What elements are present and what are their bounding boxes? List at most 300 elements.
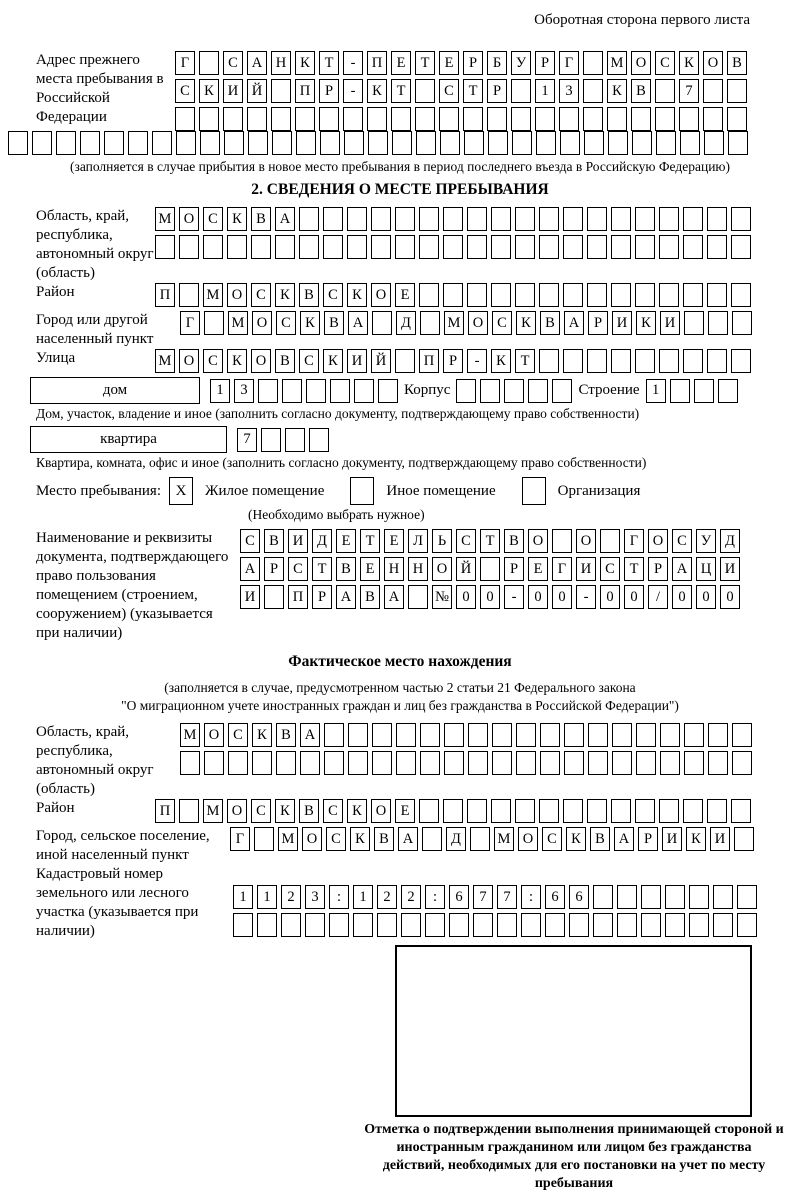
actual-region-cell[interactable]	[588, 723, 608, 747]
city-cell[interactable]: К	[516, 311, 536, 335]
city-cell[interactable]	[420, 311, 440, 335]
prev-address-cell[interactable]	[631, 107, 651, 131]
region-cell[interactable]	[587, 207, 607, 231]
document-cell[interactable]: С	[240, 529, 260, 553]
region-cell[interactable]	[155, 235, 175, 259]
house-number-cell[interactable]	[354, 379, 374, 403]
prev-address-cell[interactable]	[271, 79, 291, 103]
region-cell[interactable]	[443, 207, 463, 231]
document-cell[interactable]: Л	[408, 529, 428, 553]
prev-address-cell[interactable]	[559, 107, 579, 131]
document-cell[interactable]: 0	[480, 585, 500, 609]
document-cell[interactable]: В	[504, 529, 524, 553]
document-cell[interactable]: Н	[408, 557, 428, 581]
prev-address-cell[interactable]	[560, 131, 580, 155]
document-cell[interactable]: В	[360, 585, 380, 609]
actual-region-cell[interactable]: М	[180, 723, 200, 747]
actual-region-cell[interactable]: А	[300, 723, 320, 747]
document-cell[interactable]: С	[672, 529, 692, 553]
region-cell[interactable]	[491, 207, 511, 231]
cadastre-cell[interactable]	[473, 913, 493, 937]
document-cell[interactable]: Е	[384, 529, 404, 553]
prev-address-cell[interactable]: О	[631, 51, 651, 75]
prev-address-cell[interactable]: Г	[175, 51, 195, 75]
cadastre-cell[interactable]	[377, 913, 397, 937]
city-cell[interactable]: С	[492, 311, 512, 335]
street-cell[interactable]: О	[179, 349, 199, 373]
document-cell[interactable]: /	[648, 585, 668, 609]
street-cell[interactable]: В	[275, 349, 295, 373]
city-cell[interactable]	[708, 311, 728, 335]
actual-district-cell[interactable]	[587, 799, 607, 823]
region-cell[interactable]	[395, 235, 415, 259]
actual-region-cell[interactable]: О	[204, 723, 224, 747]
district-cell[interactable]	[179, 283, 199, 307]
prev-address-cell[interactable]	[8, 131, 28, 155]
city-cell[interactable]: О	[252, 311, 272, 335]
actual-region-cell[interactable]	[468, 723, 488, 747]
region-cell[interactable]	[539, 207, 559, 231]
document-cell[interactable]: А	[672, 557, 692, 581]
house-number-cell[interactable]: 1	[210, 379, 230, 403]
region-cell[interactable]	[227, 235, 247, 259]
cadastre-cell[interactable]: :	[329, 885, 349, 909]
cadastre-cell[interactable]	[737, 913, 757, 937]
street-cell[interactable]	[731, 349, 751, 373]
street-cell[interactable]	[683, 349, 703, 373]
cadastre-cell[interactable]	[449, 913, 469, 937]
city-cell[interactable]: С	[276, 311, 296, 335]
street-cell[interactable]	[707, 349, 727, 373]
cadastre-cell[interactable]: 2	[377, 885, 397, 909]
document-cell[interactable]	[600, 529, 620, 553]
region-cell[interactable]	[395, 207, 415, 231]
document-cell[interactable]: 0	[696, 585, 716, 609]
prev-address-cell[interactable]: Т	[391, 79, 411, 103]
actual-district-cell[interactable]	[635, 799, 655, 823]
prev-address-cell[interactable]: В	[727, 51, 747, 75]
house-number-cell[interactable]: 3	[234, 379, 254, 403]
cadastre-cell[interactable]: 7	[473, 885, 493, 909]
actual-region-cell[interactable]	[228, 751, 248, 775]
prev-address-cell[interactable]: Е	[439, 51, 459, 75]
street-cell[interactable]	[587, 349, 607, 373]
actual-city-cell[interactable]: Г	[230, 827, 250, 851]
region-cell[interactable]	[563, 207, 583, 231]
document-cell[interactable]: Д	[720, 529, 740, 553]
actual-district-cell[interactable]	[731, 799, 751, 823]
city-cell[interactable]	[204, 311, 224, 335]
actual-region-cell[interactable]	[708, 723, 728, 747]
actual-district-cell[interactable]: С	[323, 799, 343, 823]
actual-region-cell[interactable]	[348, 723, 368, 747]
actual-region-cell[interactable]	[204, 751, 224, 775]
actual-district-cell[interactable]: С	[251, 799, 271, 823]
prev-address-cell[interactable]	[272, 131, 292, 155]
prev-address-cell[interactable]	[440, 131, 460, 155]
street-cell[interactable]: П	[419, 349, 439, 373]
region-cell[interactable]	[443, 235, 463, 259]
document-cell[interactable]: Г	[624, 529, 644, 553]
house-number-cell[interactable]	[258, 379, 278, 403]
document-cell[interactable]: С	[456, 529, 476, 553]
district-cell[interactable]	[467, 283, 487, 307]
street-cell[interactable]: О	[251, 349, 271, 373]
district-cell[interactable]: С	[251, 283, 271, 307]
street-cell[interactable]: Й	[371, 349, 391, 373]
prev-address-cell[interactable]: П	[295, 79, 315, 103]
district-cell[interactable]: В	[299, 283, 319, 307]
street-cell[interactable]: К	[323, 349, 343, 373]
cadastre-cell[interactable]: 1	[257, 885, 277, 909]
prev-address-cell[interactable]	[271, 107, 291, 131]
prev-address-cell[interactable]	[368, 131, 388, 155]
document-cell[interactable]: Р	[504, 557, 524, 581]
street-cell[interactable]	[611, 349, 631, 373]
prev-address-cell[interactable]: К	[607, 79, 627, 103]
district-cell[interactable]	[491, 283, 511, 307]
actual-city-cell[interactable]: В	[374, 827, 394, 851]
prev-address-cell[interactable]: 7	[679, 79, 699, 103]
city-cell[interactable]: О	[468, 311, 488, 335]
actual-district-cell[interactable]: К	[275, 799, 295, 823]
actual-region-cell[interactable]	[516, 751, 536, 775]
prev-address-cell[interactable]	[512, 131, 532, 155]
prev-address-cell[interactable]: Р	[463, 51, 483, 75]
document-cell[interactable]: Р	[264, 557, 284, 581]
prev-address-cell[interactable]: Р	[487, 79, 507, 103]
actual-region-cell[interactable]	[492, 723, 512, 747]
cadastre-cell[interactable]: 7	[497, 885, 517, 909]
prev-address-cell[interactable]	[200, 131, 220, 155]
cadastre-cell[interactable]: 6	[545, 885, 565, 909]
region-cell[interactable]: К	[227, 207, 247, 231]
cadastre-cell[interactable]: 6	[449, 885, 469, 909]
document-cell[interactable]: -	[576, 585, 596, 609]
prev-address-cell[interactable]	[632, 131, 652, 155]
district-cell[interactable]: О	[227, 283, 247, 307]
street-cell[interactable]: Р	[443, 349, 463, 373]
actual-region-cell[interactable]	[636, 723, 656, 747]
prev-address-cell[interactable]	[439, 107, 459, 131]
city-cell[interactable]: К	[636, 311, 656, 335]
prev-address-cell[interactable]	[343, 107, 363, 131]
actual-city-cell[interactable]: А	[614, 827, 634, 851]
region-cell[interactable]	[323, 207, 343, 231]
actual-region-cell[interactable]	[684, 751, 704, 775]
city-cell[interactable]: А	[564, 311, 584, 335]
prev-address-cell[interactable]: 3	[559, 79, 579, 103]
actual-region-cell[interactable]	[252, 751, 272, 775]
actual-region-cell[interactable]	[564, 723, 584, 747]
actual-city-cell[interactable]	[470, 827, 490, 851]
other-premises-checkbox[interactable]	[350, 477, 374, 505]
city-cell[interactable]: Р	[588, 311, 608, 335]
cadastre-cell[interactable]: 6	[569, 885, 589, 909]
actual-city-cell[interactable]: Д	[446, 827, 466, 851]
region-cell[interactable]	[563, 235, 583, 259]
actual-city-cell[interactable]: А	[398, 827, 418, 851]
prev-address-cell[interactable]	[583, 79, 603, 103]
cadastre-cell[interactable]	[593, 885, 613, 909]
document-cell[interactable]: 0	[528, 585, 548, 609]
prev-address-cell[interactable]: Т	[415, 51, 435, 75]
street-cell[interactable]: С	[299, 349, 319, 373]
street-cell[interactable]: Т	[515, 349, 535, 373]
street-cell[interactable]	[659, 349, 679, 373]
region-cell[interactable]: А	[275, 207, 295, 231]
actual-region-cell[interactable]	[420, 723, 440, 747]
korpus-cell[interactable]	[456, 379, 476, 403]
prev-address-cell[interactable]	[703, 79, 723, 103]
prev-address-cell[interactable]	[680, 131, 700, 155]
actual-district-cell[interactable]: П	[155, 799, 175, 823]
prev-address-cell[interactable]: С	[439, 79, 459, 103]
document-cell[interactable]: О	[576, 529, 596, 553]
prev-address-cell[interactable]: Б	[487, 51, 507, 75]
street-cell[interactable]: К	[227, 349, 247, 373]
prev-address-cell[interactable]	[535, 107, 555, 131]
document-cell[interactable]: 0	[672, 585, 692, 609]
cadastre-cell[interactable]	[593, 913, 613, 937]
document-cell[interactable]	[552, 529, 572, 553]
cadastre-cell[interactable]	[233, 913, 253, 937]
prev-address-cell[interactable]: 1	[535, 79, 555, 103]
actual-district-cell[interactable]	[707, 799, 727, 823]
district-cell[interactable]: К	[347, 283, 367, 307]
district-cell[interactable]	[539, 283, 559, 307]
prev-address-cell[interactable]	[104, 131, 124, 155]
region-cell[interactable]	[347, 235, 367, 259]
document-cell[interactable]: А	[336, 585, 356, 609]
prev-address-cell[interactable]	[344, 131, 364, 155]
prev-address-cell[interactable]: Е	[391, 51, 411, 75]
actual-district-cell[interactable]: К	[347, 799, 367, 823]
actual-city-cell[interactable]	[734, 827, 754, 851]
city-cell[interactable]: М	[444, 311, 464, 335]
region-cell[interactable]: С	[203, 207, 223, 231]
district-cell[interactable]	[731, 283, 751, 307]
district-cell[interactable]: С	[323, 283, 343, 307]
document-cell[interactable]: -	[504, 585, 524, 609]
document-cell[interactable]: А	[384, 585, 404, 609]
cadastre-cell[interactable]	[617, 885, 637, 909]
region-cell[interactable]	[611, 207, 631, 231]
document-cell[interactable]	[480, 557, 500, 581]
document-cell[interactable]: 0	[624, 585, 644, 609]
stroenie-cell[interactable]: 1	[646, 379, 666, 403]
cadastre-cell[interactable]: 2	[281, 885, 301, 909]
district-cell[interactable]	[515, 283, 535, 307]
actual-city-cell[interactable]: И	[662, 827, 682, 851]
actual-region-cell[interactable]	[612, 723, 632, 747]
actual-city-cell[interactable]: К	[686, 827, 706, 851]
prev-address-cell[interactable]	[727, 107, 747, 131]
prev-address-cell[interactable]	[536, 131, 556, 155]
actual-district-cell[interactable]	[443, 799, 463, 823]
region-cell[interactable]	[371, 207, 391, 231]
prev-address-cell[interactable]	[199, 107, 219, 131]
region-cell[interactable]	[587, 235, 607, 259]
actual-city-cell[interactable]: Р	[638, 827, 658, 851]
prev-address-cell[interactable]	[391, 107, 411, 131]
street-cell[interactable]: К	[491, 349, 511, 373]
cadastre-cell[interactable]	[425, 913, 445, 937]
prev-address-cell[interactable]	[32, 131, 52, 155]
street-cell[interactable]	[539, 349, 559, 373]
prev-address-cell[interactable]	[320, 131, 340, 155]
region-cell[interactable]	[323, 235, 343, 259]
prev-address-cell[interactable]	[488, 131, 508, 155]
cadastre-cell[interactable]: :	[521, 885, 541, 909]
region-cell[interactable]	[467, 235, 487, 259]
document-cell[interactable]: Ц	[696, 557, 716, 581]
cadastre-cell[interactable]	[545, 913, 565, 937]
korpus-cell[interactable]	[504, 379, 524, 403]
document-cell[interactable]: И	[576, 557, 596, 581]
actual-city-cell[interactable]: М	[494, 827, 514, 851]
district-cell[interactable]	[611, 283, 631, 307]
actual-district-cell[interactable]	[515, 799, 535, 823]
city-cell[interactable]: М	[228, 311, 248, 335]
prev-address-cell[interactable]: С	[175, 79, 195, 103]
apartment-number-cell[interactable]	[261, 428, 281, 452]
house-number-cell[interactable]	[282, 379, 302, 403]
cadastre-cell[interactable]	[713, 913, 733, 937]
region-cell[interactable]	[515, 207, 535, 231]
region-cell[interactable]	[635, 207, 655, 231]
korpus-cell[interactable]	[552, 379, 572, 403]
document-cell[interactable]: 0	[600, 585, 620, 609]
actual-region-cell[interactable]	[516, 723, 536, 747]
stroenie-cell[interactable]	[718, 379, 738, 403]
actual-region-cell[interactable]	[180, 751, 200, 775]
prev-address-cell[interactable]	[464, 131, 484, 155]
actual-district-cell[interactable]	[659, 799, 679, 823]
city-cell[interactable]: Д	[396, 311, 416, 335]
prev-address-cell[interactable]	[392, 131, 412, 155]
prev-address-cell[interactable]: И	[223, 79, 243, 103]
region-cell[interactable]	[347, 207, 367, 231]
region-cell[interactable]	[491, 235, 511, 259]
region-cell[interactable]	[683, 207, 703, 231]
region-cell[interactable]: О	[179, 207, 199, 231]
actual-region-cell[interactable]	[660, 751, 680, 775]
prev-address-cell[interactable]: К	[295, 51, 315, 75]
document-cell[interactable]	[264, 585, 284, 609]
prev-address-cell[interactable]	[727, 79, 747, 103]
prev-address-cell[interactable]	[224, 131, 244, 155]
prev-address-cell[interactable]: Р	[535, 51, 555, 75]
cadastre-cell[interactable]	[689, 885, 709, 909]
prev-address-cell[interactable]: В	[631, 79, 651, 103]
cadastre-cell[interactable]	[617, 913, 637, 937]
city-cell[interactable]	[684, 311, 704, 335]
region-cell[interactable]	[635, 235, 655, 259]
district-cell[interactable]: Е	[395, 283, 415, 307]
document-cell[interactable]: П	[288, 585, 308, 609]
document-cell[interactable]: А	[240, 557, 260, 581]
district-cell[interactable]	[683, 283, 703, 307]
document-cell[interactable]: Г	[552, 557, 572, 581]
actual-district-cell[interactable]	[419, 799, 439, 823]
prev-address-cell[interactable]	[175, 107, 195, 131]
region-cell[interactable]	[731, 207, 751, 231]
actual-city-cell[interactable]	[254, 827, 274, 851]
street-cell[interactable]: М	[155, 349, 175, 373]
apartment-number-cell[interactable]	[285, 428, 305, 452]
region-cell[interactable]	[275, 235, 295, 259]
region-cell[interactable]	[707, 235, 727, 259]
house-number-cell[interactable]	[378, 379, 398, 403]
region-cell[interactable]: М	[155, 207, 175, 231]
street-cell[interactable]	[395, 349, 415, 373]
city-cell[interactable]: Г	[180, 311, 200, 335]
city-cell[interactable]: А	[348, 311, 368, 335]
cadastre-cell[interactable]	[305, 913, 325, 937]
cadastre-cell[interactable]	[665, 913, 685, 937]
cadastre-cell[interactable]: 3	[305, 885, 325, 909]
city-cell[interactable]: К	[300, 311, 320, 335]
prev-address-cell[interactable]	[223, 107, 243, 131]
actual-region-cell[interactable]: С	[228, 723, 248, 747]
city-cell[interactable]	[732, 311, 752, 335]
actual-region-cell[interactable]: В	[276, 723, 296, 747]
prev-address-cell[interactable]	[608, 131, 628, 155]
actual-region-cell[interactable]	[468, 751, 488, 775]
district-cell[interactable]: П	[155, 283, 175, 307]
document-cell[interactable]: И	[288, 529, 308, 553]
region-cell[interactable]	[371, 235, 391, 259]
prev-address-cell[interactable]: Н	[271, 51, 291, 75]
document-cell[interactable]: Р	[648, 557, 668, 581]
prev-address-cell[interactable]: Т	[319, 51, 339, 75]
actual-region-cell[interactable]	[348, 751, 368, 775]
actual-district-cell[interactable]	[539, 799, 559, 823]
actual-region-cell[interactable]	[732, 723, 752, 747]
city-cell[interactable]: И	[660, 311, 680, 335]
region-cell[interactable]	[179, 235, 199, 259]
cadastre-cell[interactable]	[713, 885, 733, 909]
document-cell[interactable]: О	[648, 529, 668, 553]
residential-checkbox[interactable]: X	[169, 477, 193, 505]
cadastre-cell[interactable]	[257, 913, 277, 937]
district-cell[interactable]	[419, 283, 439, 307]
actual-region-cell[interactable]	[300, 751, 320, 775]
document-cell[interactable]: С	[600, 557, 620, 581]
street-cell[interactable]	[563, 349, 583, 373]
actual-region-cell[interactable]	[540, 751, 560, 775]
prev-address-cell[interactable]: П	[367, 51, 387, 75]
region-cell[interactable]	[467, 207, 487, 231]
actual-region-cell[interactable]	[612, 751, 632, 775]
document-cell[interactable]: С	[288, 557, 308, 581]
document-cell[interactable]: Й	[456, 557, 476, 581]
actual-city-cell[interactable]: О	[518, 827, 538, 851]
prev-address-cell[interactable]	[655, 107, 675, 131]
prev-address-cell[interactable]: К	[679, 51, 699, 75]
prev-address-cell[interactable]	[56, 131, 76, 155]
actual-region-cell[interactable]	[684, 723, 704, 747]
actual-region-cell[interactable]	[324, 751, 344, 775]
district-cell[interactable]	[659, 283, 679, 307]
prev-address-cell[interactable]	[415, 107, 435, 131]
house-number-cell[interactable]	[330, 379, 350, 403]
cadastre-cell[interactable]	[641, 885, 661, 909]
actual-district-cell[interactable]: Е	[395, 799, 415, 823]
cadastre-cell[interactable]	[737, 885, 757, 909]
prev-address-cell[interactable]	[728, 131, 748, 155]
